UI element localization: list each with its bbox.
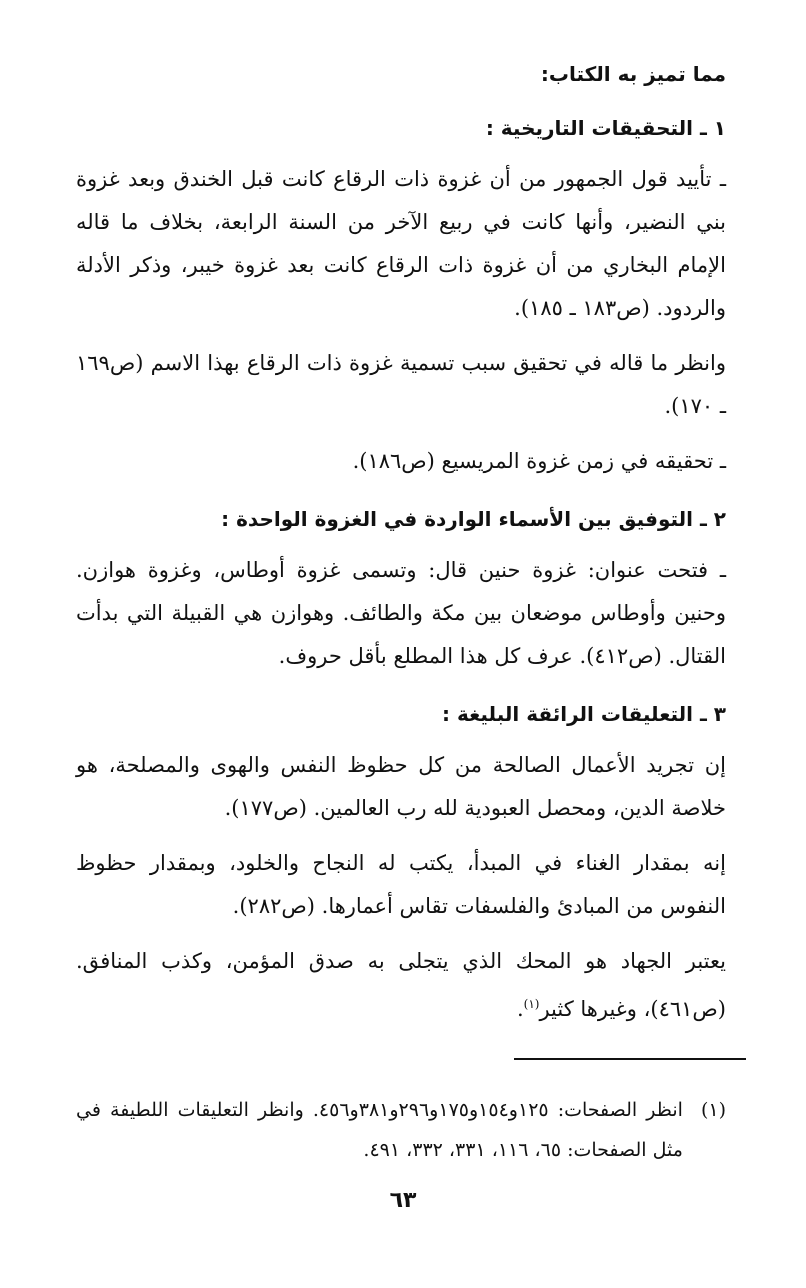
footnote-separator (514, 1058, 746, 1060)
paragraph-hunayn: ـ فتحت عنوان: غزوة حنين قال: وتسمى غزوة أوطاس، وغزوة هوازن. وحنين وأوطاس موضعان بين مكة والطائف. وهوازن هي القبيلة التي بدأت القتال. (ص٤١٢). عرف كل هذا المطلع بأقل حروف. (76, 558, 726, 668)
paragraph-naming-reason: وانظر ما قاله في تحقيق سبب تسمية غزوة ذات الرقاع بهذا الاسم (ص١٦٩ ـ ١٧٠). (76, 351, 726, 418)
paragraph-muraysi: ـ تحقيقه في زمن غزوة المريسيع (ص١٨٦). (352, 449, 726, 473)
section-heading-reconciling-names: ٢ ـ التوفيق بين الأسماء الواردة في الغزوة الواحدة : (221, 507, 726, 531)
footnote-mark: (١) (700, 1099, 726, 1121)
paragraph-principles: إنه بمقدار الغناء في المبدأ، يكتب له النجاح والخلود، وبمقدار حظوظ النفوس من المبادئ والفلسفات تقاس أعمارها. (ص٢٨٢). (76, 851, 726, 918)
paragraph-dhat-al-riqa: ـ تأييد قول الجمهور من أن غزوة ذات الرقاع كانت قبل الخندق وبعد غزوة بني النضير، وأنها كانت في ربيع الآخر من السنة الرابعة، بخلاف ما قاله الإمام البخاري من أن غزوة ذات الرقاع كانت بعد غزوة خيبر، وذكر الأدلة والردود. (ص١٨٣ ـ ١٨٥). (76, 167, 726, 320)
page-number: ٦٣ (389, 1188, 417, 1213)
footnote-text: انظر الصفحات: ١٢٥و١٥٤و١٧٥و٢٩٦و٣٨١و٤٥٦. وانظر التعليقات اللطيفة في مثل الصفحات: ٦٥، ١١٦، ٣٣١، ٣٣٢، ٤٩١. (76, 1099, 683, 1161)
paragraph-good-deeds: إن تجريد الأعمال الصالحة من كل حظوظ النفس والهوى والمصلحة، هو خلاصة الدين، ومحصل العبودية لله رب العالمين. (ص١٧٧). (76, 753, 726, 820)
paragraph-jihad-end: . (516, 997, 524, 1021)
section-heading-historical: ١ ـ التحقيقات التاريخية : (485, 116, 726, 140)
paragraph-jihad-text: يعتبر الجهاد هو المحك الذي يتجلى به صدق المؤمن، وكذب المنافق. (ص٤٦١)، وغيرها كثير (76, 949, 726, 1021)
section-heading-main: مما تميز به الكتاب: (540, 62, 726, 86)
section-heading-comments: ٣ ـ التعليقات الرائقة البليغة : (442, 702, 726, 726)
paragraph-jihad (76, 940, 726, 1031)
page-body (76, 50, 726, 1043)
footnote-reference: (١) (523, 997, 540, 1011)
footnote (76, 1090, 726, 1170)
